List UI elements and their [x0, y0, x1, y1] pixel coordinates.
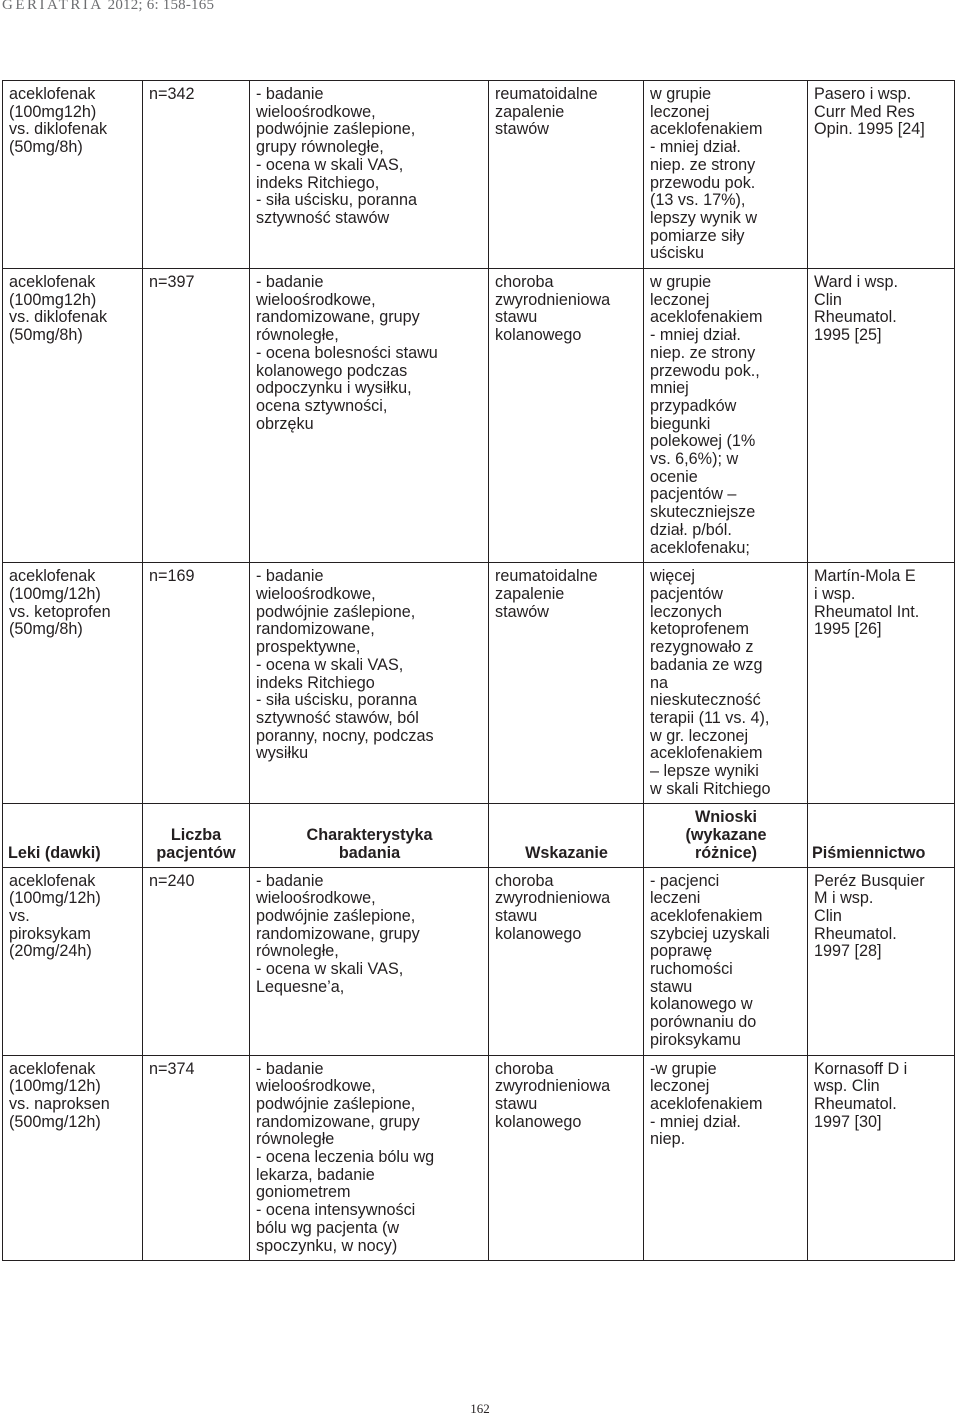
cell-study [250, 1055, 489, 1261]
cell-line: n=397 [149, 273, 195, 292]
cell-line: 1997 [28] [814, 942, 882, 961]
cell-line: pacjentów – [650, 485, 737, 504]
cell-line: uścisku [650, 244, 704, 263]
cell-line: rezygnowało z [650, 638, 754, 657]
table-row [3, 563, 955, 804]
cell-line: równoległe [256, 1130, 335, 1149]
cell-patients [143, 563, 250, 804]
cell-line: spoczynku, w nocy) [256, 1236, 398, 1255]
cell-line: randomizowane, grupy [256, 1112, 420, 1131]
cell-line: w grupie [650, 273, 712, 292]
cell-line: choroba [495, 1059, 554, 1078]
cell-line: sztywność stawów [256, 208, 390, 227]
header-study: Charakterystyka badania [250, 804, 489, 867]
cell-line: równoległe, [256, 326, 339, 345]
table-row [3, 867, 955, 1055]
cell-line: aceklofenakiem [650, 120, 763, 139]
cell-line: wysiłku [256, 744, 309, 763]
cell-line: indeks Ritchiego [256, 673, 375, 692]
cell-line: Lequesne’a, [256, 977, 345, 996]
cell-line: zapalenie [495, 584, 565, 603]
cell-line: (100mg/12h) [9, 1077, 101, 1096]
cell-line: szybciej uzyskali [650, 924, 770, 943]
cell-conclusions [644, 81, 808, 269]
cell-line: - mniej dział. [650, 1112, 741, 1131]
table-row [3, 81, 955, 269]
cell-line: goniometrem [256, 1183, 351, 1202]
cell-line: 1995 [26] [814, 620, 882, 639]
cell-line: stawu [495, 906, 538, 925]
cell-conclusions [644, 1055, 808, 1261]
cell-line: leczonej [650, 290, 710, 309]
cell-line: Pasero i wsp. [814, 85, 912, 103]
cell-line: odpoczynku i wysiłku, [256, 379, 412, 398]
cell-conclusions [644, 563, 808, 804]
cell-line: piroksykamu [650, 1030, 741, 1049]
cell-line: (100mg12h) [9, 102, 97, 121]
cell-line: (50mg/8h) [9, 620, 83, 639]
cell-line: stawu [495, 1094, 538, 1113]
cell-line: Clin [814, 906, 842, 925]
cell-patients [143, 867, 250, 1055]
cell-line: lekarza, badanie [256, 1165, 375, 1184]
cell-line: aceklofenak [9, 85, 96, 103]
header-drugs: Leki (dawki) [3, 804, 143, 867]
cell-line: Clin [814, 290, 842, 309]
cell-indication [489, 563, 644, 804]
cell-patients [143, 269, 250, 563]
comparison-table [2, 80, 955, 1261]
cell-references [808, 867, 955, 1055]
cell-line: aceklofenaku; [650, 538, 750, 557]
cell-line: niep. ze strony [650, 155, 756, 174]
cell-indication [489, 81, 644, 269]
cell-line: kolanowego [495, 924, 582, 943]
cell-drugs [3, 81, 143, 269]
cell-indication [489, 1055, 644, 1261]
cell-line: w grupie [650, 85, 712, 103]
journal-header [2, 0, 214, 14]
cell-line: – lepsze wyniki [650, 762, 759, 781]
cell-line: - ocena bolesności stawu [256, 343, 438, 362]
cell-line: leczeni [650, 889, 701, 908]
cell-conclusions [644, 867, 808, 1055]
cell-line: biegunki [650, 414, 711, 433]
cell-line: podwójnie zaślepione, [256, 602, 416, 621]
header-references: Piśmiennictwo [808, 804, 955, 867]
cell-line: więcej [650, 567, 695, 586]
cell-line: poranny, nocny, podczas [256, 726, 434, 745]
cell-line: vs. diklofenak [9, 308, 108, 327]
cell-line: przewodu pok. [650, 173, 756, 192]
cell-line: Rheumatol Int. [814, 602, 920, 621]
cell-line: aceklofenakiem [650, 308, 763, 327]
cell-line: vs. diklofenak [9, 120, 108, 139]
cell-study [250, 867, 489, 1055]
cell-line: Ward i wsp. [814, 273, 898, 292]
cell-line: wieloośrodkowe, [256, 290, 376, 309]
cell-line: aceklofenakiem [650, 906, 763, 925]
cell-line: (50mg/8h) [9, 138, 83, 157]
cell-line: polekowej (1% [650, 432, 756, 451]
cell-line: - ocena w skali VAS, [256, 655, 404, 674]
header-patients: Liczba pacjentów [143, 804, 250, 867]
journal-citation: 2012; 6: 158-165 [107, 0, 215, 13]
cell-line: ocena sztywności, [256, 396, 388, 415]
cell-study [250, 269, 489, 563]
cell-line: wieloośrodkowe, [256, 584, 376, 603]
cell-indication [489, 867, 644, 1055]
cell-line: terapii (11 vs. 4), [650, 708, 770, 727]
cell-line: obrzęku [256, 414, 314, 433]
cell-line: zwyrodnieniowa [495, 889, 611, 908]
cell-line: 1995 [25] [814, 326, 882, 345]
cell-drugs [3, 867, 143, 1055]
table-row [3, 269, 955, 563]
cell-line: -w grupie [650, 1059, 717, 1078]
cell-line: podwójnie zaślepione, [256, 906, 416, 925]
cell-line: stawów [495, 120, 549, 139]
table-header-row-group [3, 804, 955, 867]
cell-line: aceklofenakiem [650, 744, 763, 763]
cell-line: - badanie [256, 85, 324, 103]
cell-line: - badanie [256, 871, 324, 890]
cell-line: stawu [495, 308, 538, 327]
cell-line: - mniej dział. [650, 326, 741, 345]
cell-line: na [650, 673, 669, 692]
cell-line: Opin. 1995 [24] [814, 120, 925, 139]
cell-line: leczonych [650, 602, 722, 621]
cell-line: niep. [650, 1130, 686, 1149]
cell-references [808, 563, 955, 804]
cell-line: - ocena w skali VAS, [256, 155, 404, 174]
cell-line: niep. ze strony [650, 343, 756, 362]
cell-line: indeks Ritchiego, [256, 173, 380, 192]
cell-line: nieskuteczność [650, 691, 761, 710]
cell-line: ruchomości [650, 960, 733, 979]
cell-line: Rheumatol. [814, 1094, 897, 1113]
cell-line: ketoprofenem [650, 620, 749, 639]
cell-line: - siła uścisku, poranna [256, 691, 418, 710]
cell-line: aceklofenak [9, 1059, 96, 1078]
cell-line: stawu [650, 977, 693, 996]
cell-line: Rheumatol. [814, 924, 897, 943]
cell-line: M i wsp. [814, 889, 874, 908]
cell-line: aceklofenakiem [650, 1094, 763, 1113]
cell-line: mniej [650, 379, 689, 398]
cell-line: randomizowane, grupy [256, 308, 420, 327]
cell-line: - badanie [256, 567, 324, 586]
cell-line: aceklofenak [9, 567, 96, 586]
cell-references [808, 269, 955, 563]
cell-line: podwójnie zaślepione, [256, 120, 416, 139]
cell-references [808, 1055, 955, 1261]
cell-line: vs. [9, 906, 30, 925]
cell-line: randomizowane, grupy [256, 924, 420, 943]
cell-line: - badanie [256, 1059, 324, 1078]
header-indication: Wskazanie [489, 804, 644, 867]
cell-line: aceklofenak [9, 273, 96, 292]
cell-line: kolanowego [495, 1112, 582, 1131]
cell-line: - mniej dział. [650, 138, 741, 157]
cell-line: dział. p/ból. [650, 520, 732, 539]
cell-line: (50mg/8h) [9, 326, 83, 345]
cell-line: grupy równoległe, [256, 138, 384, 157]
cell-references [808, 81, 955, 269]
cell-line: zwyrodnieniowa [495, 290, 611, 309]
cell-drugs [3, 1055, 143, 1261]
cell-line: równoległe, [256, 942, 339, 961]
cell-patients [143, 1055, 250, 1261]
table-body-bottom [3, 867, 955, 1261]
cell-line: podwójnie zaślepione, [256, 1094, 416, 1113]
cell-line: piroksykam [9, 924, 91, 943]
cell-drugs [3, 563, 143, 804]
cell-line: - ocena intensywności [256, 1201, 416, 1220]
page-number: 162 [470, 1401, 490, 1416]
journal-name: GERIATRIA [2, 0, 104, 13]
cell-line: wsp. Clin [814, 1077, 880, 1096]
cell-line: w skali Ritchiego [650, 779, 771, 798]
cell-line: choroba [495, 273, 554, 292]
cell-line: n=240 [149, 871, 195, 890]
cell-line: - ocena w skali VAS, [256, 960, 404, 979]
cell-indication [489, 269, 644, 563]
cell-line: - siła uścisku, poranna [256, 191, 418, 210]
cell-line: kolanowego [495, 326, 582, 345]
cell-line: (500mg/12h) [9, 1112, 101, 1131]
cell-line: i wsp. [814, 584, 856, 603]
cell-line: zapalenie [495, 102, 565, 121]
cell-line: kolanowego w [650, 995, 753, 1014]
table-header-row [3, 804, 955, 867]
cell-line: zwyrodnieniowa [495, 1077, 611, 1096]
cell-line: n=169 [149, 567, 195, 586]
cell-line: (20mg/24h) [9, 942, 92, 961]
cell-study [250, 81, 489, 269]
cell-line: Kornasoff D i [814, 1059, 908, 1078]
cell-conclusions [644, 269, 808, 563]
cell-line: stawów [495, 602, 549, 621]
cell-line: reumatoidalne [495, 85, 598, 103]
cell-line: vs. 6,6%); w [650, 450, 739, 469]
cell-line: (100mg12h) [9, 290, 97, 309]
cell-line: wieloośrodkowe, [256, 1077, 376, 1096]
cell-line: wieloośrodkowe, [256, 889, 376, 908]
cell-line: - badanie [256, 273, 324, 292]
cell-line: (100mg/12h) [9, 889, 101, 908]
cell-line: bólu wg pacjenta (w [256, 1218, 400, 1237]
cell-line: w gr. leczonej [650, 726, 749, 745]
cell-line: n=374 [149, 1059, 195, 1078]
cell-line: (13 vs. 17%), [650, 191, 746, 210]
cell-line: vs. ketoprofen [9, 602, 111, 621]
cell-line: (100mg/12h) [9, 584, 101, 603]
cell-line: Rheumatol. [814, 308, 897, 327]
cell-line: skuteczniejsze [650, 503, 756, 522]
cell-line: leczonej [650, 1077, 710, 1096]
cell-line: n=342 [149, 85, 195, 103]
cell-line: przypadków [650, 396, 737, 415]
cell-study [250, 563, 489, 804]
cell-line: przewodu pok., [650, 361, 760, 380]
table-body-top [3, 81, 955, 804]
cell-line: porównaniu do [650, 1013, 757, 1032]
cell-line: choroba [495, 871, 554, 890]
cell-line: badania ze wzg [650, 655, 763, 674]
header-conclusions: Wnioski (wykazane różnice) [644, 804, 808, 867]
cell-line: - pacjenci [650, 871, 720, 890]
cell-line: randomizowane, [256, 620, 375, 639]
cell-line: lepszy wynik w [650, 208, 758, 227]
cell-line: reumatoidalne [495, 567, 598, 586]
cell-line: kolanowego podczas [256, 361, 408, 380]
cell-line: Peréz Busquier [814, 871, 925, 890]
cell-line: pomiarze siły [650, 226, 745, 245]
cell-line: vs. naproksen [9, 1094, 110, 1113]
cell-line: ocenie [650, 467, 698, 486]
cell-line: - ocena leczenia bólu wg [256, 1148, 435, 1167]
cell-line: prospektywne, [256, 638, 361, 657]
cell-line: pacjentów [650, 584, 723, 603]
cell-line: leczonej [650, 102, 710, 121]
table-row [3, 1055, 955, 1261]
cell-line: aceklofenak [9, 871, 96, 890]
cell-line: 1997 [30] [814, 1112, 882, 1131]
cell-patients [143, 81, 250, 269]
cell-line: sztywność stawów, ból [256, 708, 419, 727]
cell-line: wieloośrodkowe, [256, 102, 376, 121]
cell-line: Martín-Mola E [814, 567, 916, 586]
cell-line: Curr Med Res [814, 102, 915, 121]
cell-drugs [3, 269, 143, 563]
cell-line: poprawę [650, 942, 713, 961]
